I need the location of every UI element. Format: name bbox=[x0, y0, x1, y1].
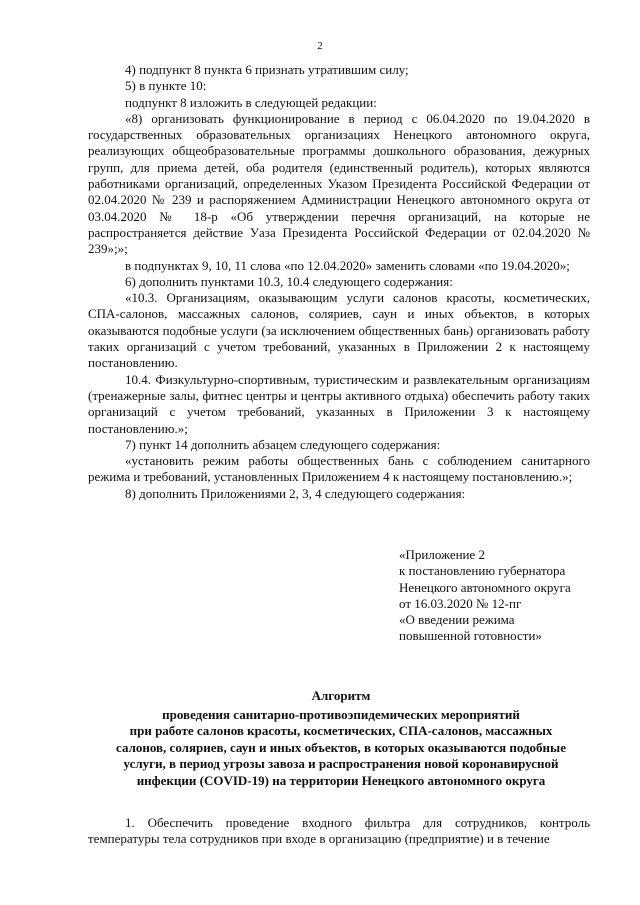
paragraph: 1. Обеспечить проведение входного фильтра для сотрудников, контроль температуры тела сотрудников при входе в организацию (предприятие) и в течение bbox=[88, 815, 590, 847]
algorithm-subtitle-line: при работе салонов красоты, косметических, СПА-салонов, массажных bbox=[129, 723, 553, 738]
algorithm-subtitle-line: салонов, соляриев, саун и иных объектов, в которых оказываются подобные bbox=[116, 739, 566, 755]
appendix-line: Ненецкого автономного округа bbox=[399, 579, 571, 595]
document-body bbox=[88, 62, 590, 502]
appendix-line: от 16.03.2020 № 12-пг bbox=[399, 595, 522, 611]
paragraph: 7) пункт 14 дополнить абзацем следующего содержания: bbox=[125, 436, 441, 452]
paragraph: «установить режим работы общественных бань с соблюдением санитарного режима и требований, установленных Приложением 4 к настоящему постановлению.»; bbox=[88, 453, 590, 485]
appendix-line: к постановлению губернатора bbox=[399, 563, 566, 579]
algorithm-title: Алгоритм bbox=[311, 688, 371, 703]
algorithm-subtitle-line: проведения санитарно-противоэпидемических мероприятий bbox=[162, 706, 520, 722]
paragraph: 10.4. Физкультурно-спортивным, туристическим и развлекательным организациям (тренажерные залы, фитнес центры и центры активного отдыха) обеспечить работу таких организаций с учетом требований, указанных в Приложении 3 к настоящему постановлению.»; bbox=[88, 371, 590, 436]
algorithm-point-1 bbox=[88, 815, 590, 848]
paragraph: «8) организовать функционирование в период с 06.04.2020 по 19.04.2020 в государственных образовательных организациях Ненецкого автономного округа, реализующих общеобразовательные программы дошкольного образования, дежурных групп, для приема детей, оба родителя (единственный родитель), которых являются работниками организаций, определенных Указом Президента Российской Федерации от 02.04.2020 № 239 и распоряжением Администрации Ненецкого автономного округа от 03.04.2020 № 18-р «Об утверждении перечня организаций, на которые не распространяется действие Уаза Президента Российской Федерации от 02.04.2020 № 239»;»; bbox=[88, 110, 590, 257]
paragraph: 6) дополнить пунктами 10.3, 10.4 следующего содержания: bbox=[125, 273, 453, 289]
algorithm-subtitle-line: инфекции (COVID-19) на территории Ненецкого автономного округа bbox=[136, 772, 546, 788]
paragraph: 5) в пункте 10: bbox=[125, 78, 207, 94]
page-number: 2 bbox=[317, 40, 323, 52]
appendix-line: «Приложение 2 bbox=[399, 547, 486, 562]
appendix-line: повышенной готовности» bbox=[399, 628, 542, 644]
paragraph: «10.3. Организациям, оказывающим услуги салонов красоты, косметических, СПА-салонов, массажных салонов, соляриев, саун и иных объектов, в которых оказываются подобные услуги (за исключением общественных бань) организовать работу таких организаций с учетом требований, указанных в Приложении 2 к настоящему постановлению. bbox=[88, 290, 590, 371]
paragraph: в подпунктах 9, 10, 11 слова «по 12.04.2020» заменить словами «по 19.04.2020»; bbox=[125, 257, 570, 273]
appendix-line: «О введении режима bbox=[399, 612, 515, 628]
paragraph: подпункт 8 изложить в следующей редакции: bbox=[125, 94, 377, 110]
paragraph: 4) подпункт 8 пункта 6 признать утратившим силу; bbox=[125, 62, 409, 77]
appendix-header bbox=[399, 547, 629, 645]
algorithm-heading bbox=[96, 688, 586, 789]
algorithm-subtitle-line: услуги, в период угрозы завоза и распространения новой коронавирусной bbox=[123, 756, 559, 771]
paragraph: 8) дополнить Приложениями 2, 3, 4 следующего содержания: bbox=[125, 485, 466, 501]
